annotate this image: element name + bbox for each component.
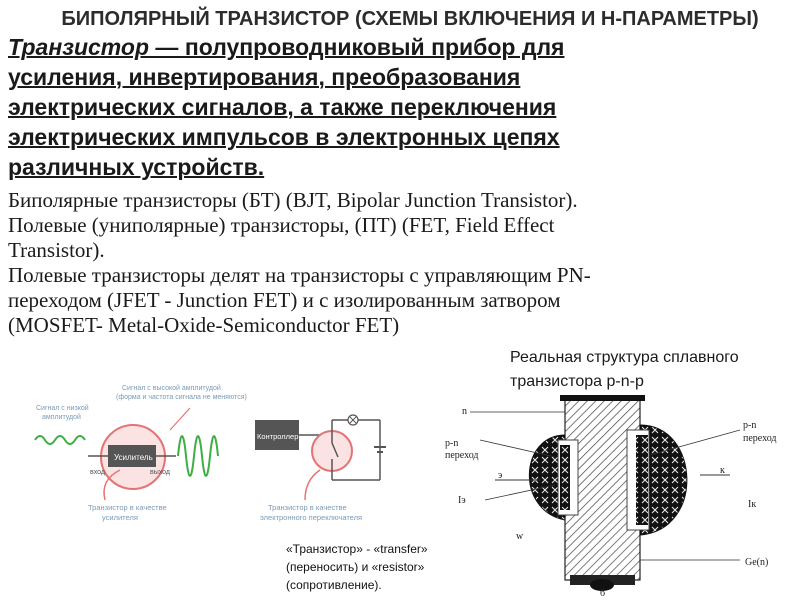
transistor-definition [8,32,778,182]
label-w: w [516,531,524,542]
label-n: n [462,406,467,417]
definition-term: Транзистор [8,34,150,60]
top-contact [560,395,645,401]
fet-paragraph-line-2: Transistor). [8,238,105,262]
structure-type-label: p-n-p [606,373,644,390]
fet-types-line-1: Полевые транзисторы делят на транзисторы с управляющим PN- [8,263,591,287]
high-amp-label-2: (форма и частота сигнала не меняются) [116,394,247,401]
etymology-note [286,540,486,594]
etymology-line-3: (сопротивление). [286,578,382,592]
high-amp-wave [178,436,218,476]
transistor-structure-diagram [440,395,800,600]
label-emitter: э [498,470,503,481]
label-pn-left-1: p-n [445,438,459,449]
structure-caption-line-1: Реальная структура сплавного [510,349,739,366]
etymology-line-1: «Транзистор» - «transfer» [286,542,428,556]
definition-line-5: различных устройств. [8,154,265,180]
label-pn-left-2: переход [445,450,479,461]
structure-caption-line-2 [510,370,800,394]
definition-line-1 [8,32,778,62]
amp-caption-2: усилителя [102,513,138,522]
fet-types-line-3: (MOSFET- Metal-Oxide-Semiconductor FET) [8,313,400,337]
controller-block-label: Контроллер [257,432,299,441]
amplifier-diagram [30,380,250,535]
label-ik: Iк [748,499,757,510]
label-ge: Ge(n) [745,557,769,568]
input-label: вход [90,469,105,476]
slide-title: БИПОЛЯРНЫЙ ТРАНЗИСТОР (СХЕМЫ ВКЛЮЧЕНИЯ И Н-ПАРАМЕТРЫ) [61,8,759,30]
switch-caption-arrow [305,470,320,500]
label-base: б [600,588,606,599]
label-collector: к [720,465,725,476]
definition-line-2: усиления, инвертирования, преобразования [8,64,521,90]
etymology-line-2: (переносить) и «resistor» [286,560,425,574]
low-amp-label-2: амплитудой [42,414,81,421]
definition-line-4: электрических импульсов в электронных цепях [8,124,560,150]
fet-paragraph-line-1: Полевые (униполярные) транзисторы, (ПТ) (FET, Field Effect [8,213,555,237]
structure-caption-line-2-text: транзистора [510,373,607,390]
switch-caption-2: электронного переключателя [260,513,363,522]
amplifier-block-label: Усилитель [114,453,153,462]
amp-caption-1: Транзистор в качестве [88,503,167,512]
definition-line-1-text: — полупроводниковый прибор для [149,34,565,60]
low-amp-label-1: Сигнал с низкой [36,405,89,412]
fet-types-line-2: переходом (JFET - Junction FET) и с изолированным затвором [8,288,561,312]
label-ie: Iэ [458,495,466,506]
high-amp-label-1: Сигнал с высокой амплитудой [122,385,221,392]
label-pn-right-1: p-n [743,420,757,431]
definition-line-3: электрических сигналов, а также переключения [8,94,557,120]
label-pn-right-2: переход [743,433,777,444]
bjt-paragraph: Биполярные транзисторы (БТ) (BJT, Bipolar Junction Transistor). [8,188,578,212]
switch-diagram [250,395,400,535]
low-amp-wave [35,436,85,444]
switch-caption-1: Транзистор в качестве [268,503,347,512]
output-label: выход [150,469,170,476]
structure-caption [510,346,800,394]
transistor-types-text [8,188,778,338]
